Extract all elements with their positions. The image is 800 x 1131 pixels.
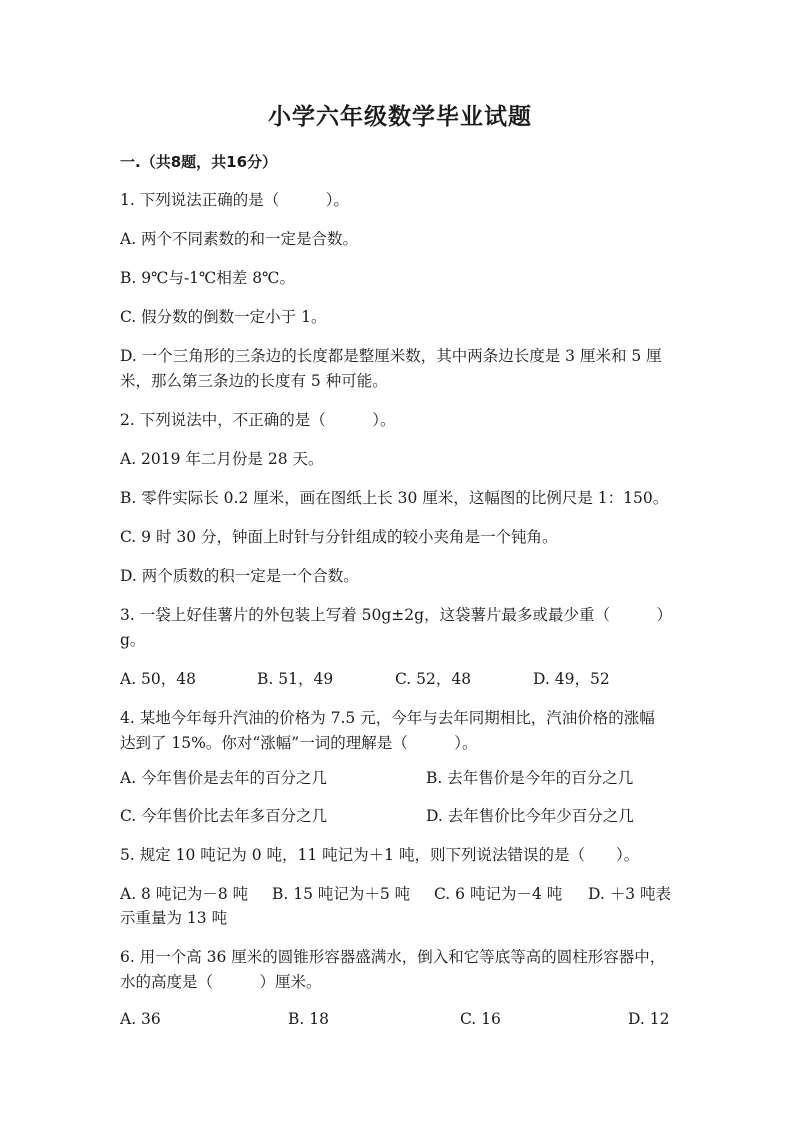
question-5-option-a: A. 8 吨记为－8 吨 [120,885,249,903]
question-2-option-b: B. 零件实际长 0.2 厘米，画在图纸上长 30 厘米，这幅图的比例尺是 1：150。 [120,489,669,507]
question-3-stem-line2: g。 [120,631,146,649]
page-title: 小学六年级数学毕业试题 [268,104,532,130]
question-3-option-a: A. 50，48 [120,670,196,688]
question-6-option-c: C. 16 [460,1010,501,1028]
question-4-option-c: C. 今年售价比去年多百分之几 [120,807,328,825]
question-6-option-a: A. 36 [120,1010,161,1028]
question-5-stem: 5. 规定 10 吨记为 0 吨，11 吨记为＋1 吨，则下列说法错误的是（ ）。 [120,846,640,864]
question-5-option-c: C. 6 吨记为－4 吨 [434,885,563,903]
question-6-stem-line2: 水的高度是（ ）厘米。 [120,973,322,991]
question-2-stem: 2. 下列说法中，不正确的是（ ）。 [120,411,396,429]
question-5-option-d-continued: 示重量为 13 吨 [120,909,228,927]
question-2-option-d: D. 两个质数的积一定是一个合数。 [120,567,359,585]
question-3-stem-line1: 3. 一袋上好佳薯片的外包装上写着 50g±2g，这袋薯片最多或最少重（ ） [120,606,673,624]
question-6-option-d: D. 12 [628,1010,670,1028]
question-4-option-a: A. 今年售价是去年的百分之几 [120,769,328,787]
question-3-option-c: C. 52，48 [395,670,472,688]
question-2-option-c: C. 9 时 30 分，钟面上时针与分针组成的较小夹角是一个钝角。 [120,528,558,546]
question-1-option-a: A. 两个不同素数的和一定是合数。 [120,230,359,248]
question-1-option-b: B. 9℃与-1℃相差 8℃。 [120,269,296,287]
question-1-stem: 1. 下列说法正确的是（ ）。 [120,191,349,209]
question-4-stem-line1: 4. 某地今年每升汽油的价格为 7.5 元，今年与去年同期相比，汽油价格的涨幅 [120,709,655,727]
question-5-option-b: B. 15 吨记为＋5 吨 [272,885,411,903]
question-1-option-d-line1: D. 一个三角形的三条边的长度都是整厘米数，其中两条边长度是 3 厘米和 5 厘 [120,347,662,365]
question-1-option-c: C. 假分数的倒数一定小于 1。 [120,308,327,326]
question-4-stem-line2: 达到了 15%。你对“涨幅”一词的理解是（ ）。 [120,734,478,752]
question-1-option-d-line2: 米，那么第三条边的长度有 5 种可能。 [120,372,388,390]
question-4-option-d: D. 去年售价比今年少百分之几 [426,807,634,825]
question-4-option-b: B. 去年售价是今年的百分之几 [426,769,634,787]
question-6-stem-line1: 6. 用一个高 36 厘米的圆锥形容器盛满水，倒入和它等底等高的圆柱形容器中， [120,948,666,966]
question-2-option-a: A. 2019 年二月份是 28 天。 [120,450,324,468]
section-heading: 一.（共8题，共16分） [120,153,278,171]
question-5-option-d: D. ＋3 吨表 [588,885,672,903]
question-3-option-b: B. 51，49 [257,670,334,688]
question-6-option-b: B. 18 [288,1010,329,1028]
question-3-option-d: D. 49，52 [533,670,610,688]
